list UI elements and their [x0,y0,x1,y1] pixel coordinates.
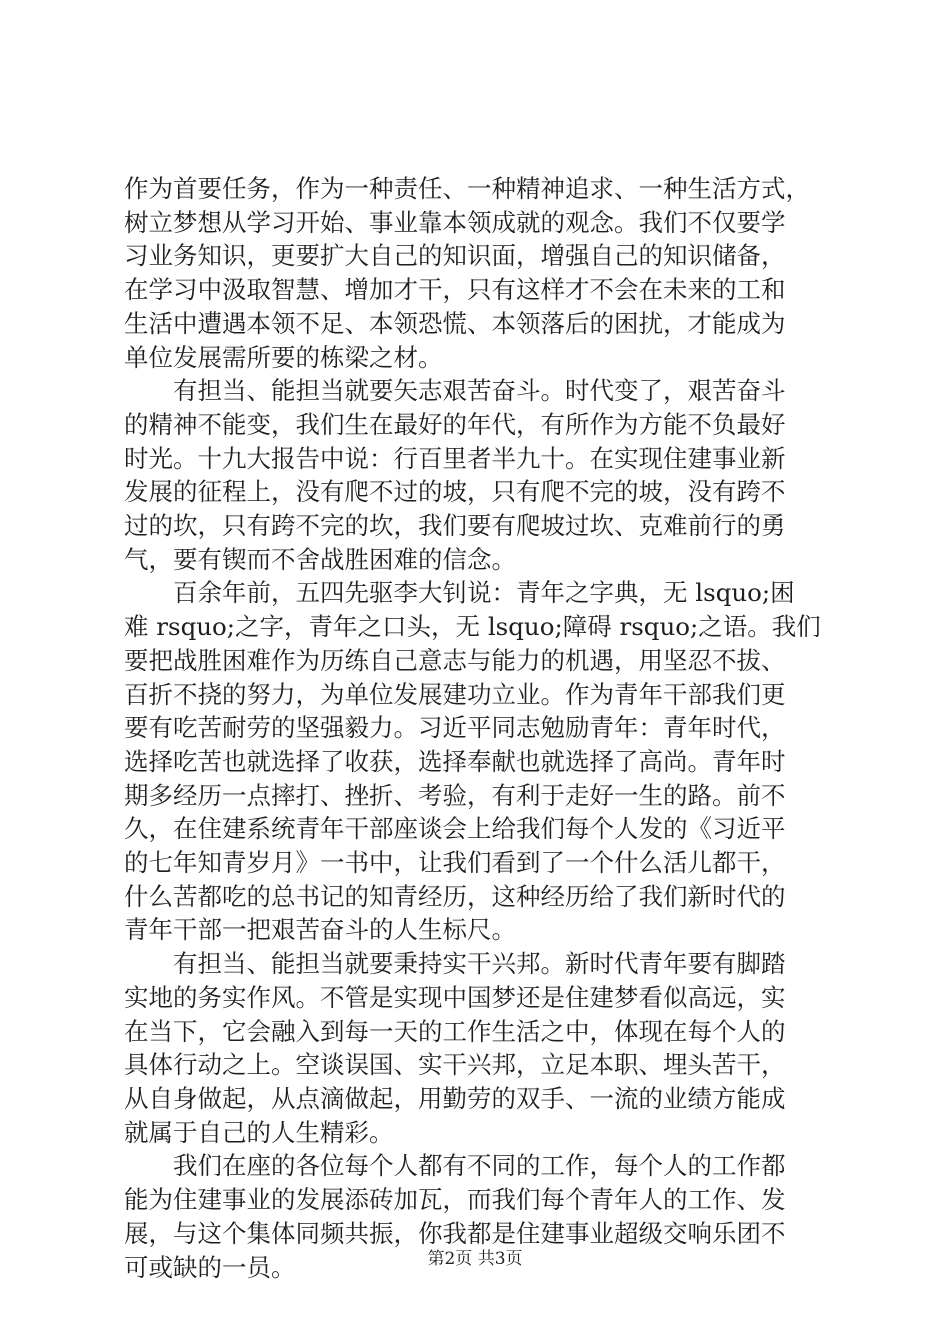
text-line: 气，要有锲而不舍战胜困难的信念。 [124,544,516,574]
paragraph-2 [124,374,836,576]
text-line: 作为首要任务，作为一种责任、一种精神追求、一种生活方式， [124,174,810,203]
text-line: 时光。十九大报告中说：行百里者半九十。在实现住建事业新 [124,443,786,473]
text-line: 有担当、能担当就要矢志艰苦奋斗。时代变了，艰苦奋斗 [173,376,786,406]
text-line: 树立梦想从学习开始、事业靠本领成就的观念。我们不仅要学 [124,207,786,237]
paragraph-3 [124,576,836,947]
text-line: 在当下，它会融入到每一天的工作生活之中，体现在每个人的 [124,1016,786,1046]
text-line: 展，与这个集体同频共振，你我都是住建事业超级交响乐团不 [124,1218,786,1248]
text-line: 期多经历一点摔打、挫折、考验，有利于走好一生的路。前不 [124,780,786,810]
text-line: 的七年知青岁月》一书中，让我们看到了一个什么活儿都干， [124,848,786,878]
paragraph-1 [124,172,836,374]
text-line: 实地的务实作风。不管是实现中国梦还是住建梦看似高远，实 [124,982,786,1012]
text-line: 能为住建事业的发展添砖加瓦，而我们每个青年人的工作、发 [124,1185,786,1215]
text-line: 过的坎，只有跨不完的坎，我们要有爬坡过坎、克难前行的勇 [124,511,786,541]
text-line: 选择吃苦也就选择了收获，选择奉献也就选择了高尚。青年时 [124,746,786,776]
text-line: 的精神不能变，我们生在最好的年代，有所作为方能不负最好 [124,409,786,439]
text-line: 百余年前，五四先驱李大钊说：青年之字典，无 lsquo;困 [173,578,795,608]
text-line: 青年干部一把艰苦奋斗的人生标尺。 [124,915,516,945]
text-line: 习业务知识，更要扩大自己的知识面，增强自己的知识储备， [124,241,786,271]
text-line: 久，在住建系统青年干部座谈会上给我们每个人发的《习近平 [124,814,786,844]
text-line: 要有吃苦耐劳的坚强毅力。习近平同志勉励青年：青年时代， [124,713,786,743]
text-line: 单位发展需所要的栋梁之材。 [124,342,443,372]
text-line: 百折不挠的努力，为单位发展建功立业。作为青年干部我们更 [124,679,786,709]
text-line: 具体行动之上。空谈误国、实干兴邦，立足本职、埋头苦干， [124,1050,786,1080]
text-line: 发展的征程上，没有爬不过的坡，只有爬不完的坡，没有跨不 [124,477,786,507]
text-line: 我们在座的各位每个人都有不同的工作，每个人的工作都 [173,1151,786,1181]
page-number-footer: 第2页 共3页 [427,1249,523,1269]
text-line: 从自身做起，从点滴做起，用勤劳的双手、一流的业绩方能成 [124,1083,786,1113]
body-text [124,172,836,1284]
paragraph-4 [124,947,836,1149]
text-line: 什么苦都吃的总书记的知青经历，这种经历给了我们新时代的 [124,881,786,911]
text-line: 有担当、能担当就要秉持实干兴邦。新时代青年要有脚踏 [173,949,786,979]
text-line: 要把战胜困难作为历练自己意志与能力的机遇，用坚忍不拔、 [124,645,786,675]
text-line: 生活中遭遇本领不足、本领恐慌、本领落后的困扰，才能成为 [124,308,786,338]
text-line: 就属于自己的人生精彩。 [124,1117,394,1147]
text-line: 在学习中汲取智慧、增加才干，只有这样才不会在未来的工和 [124,275,786,305]
text-line: 可或缺的一员。 [124,1252,296,1282]
text-line: 难 rsquo;之字，青年之口头，无 lsquo;障碍 rsquo;之语。我们 [124,612,821,642]
